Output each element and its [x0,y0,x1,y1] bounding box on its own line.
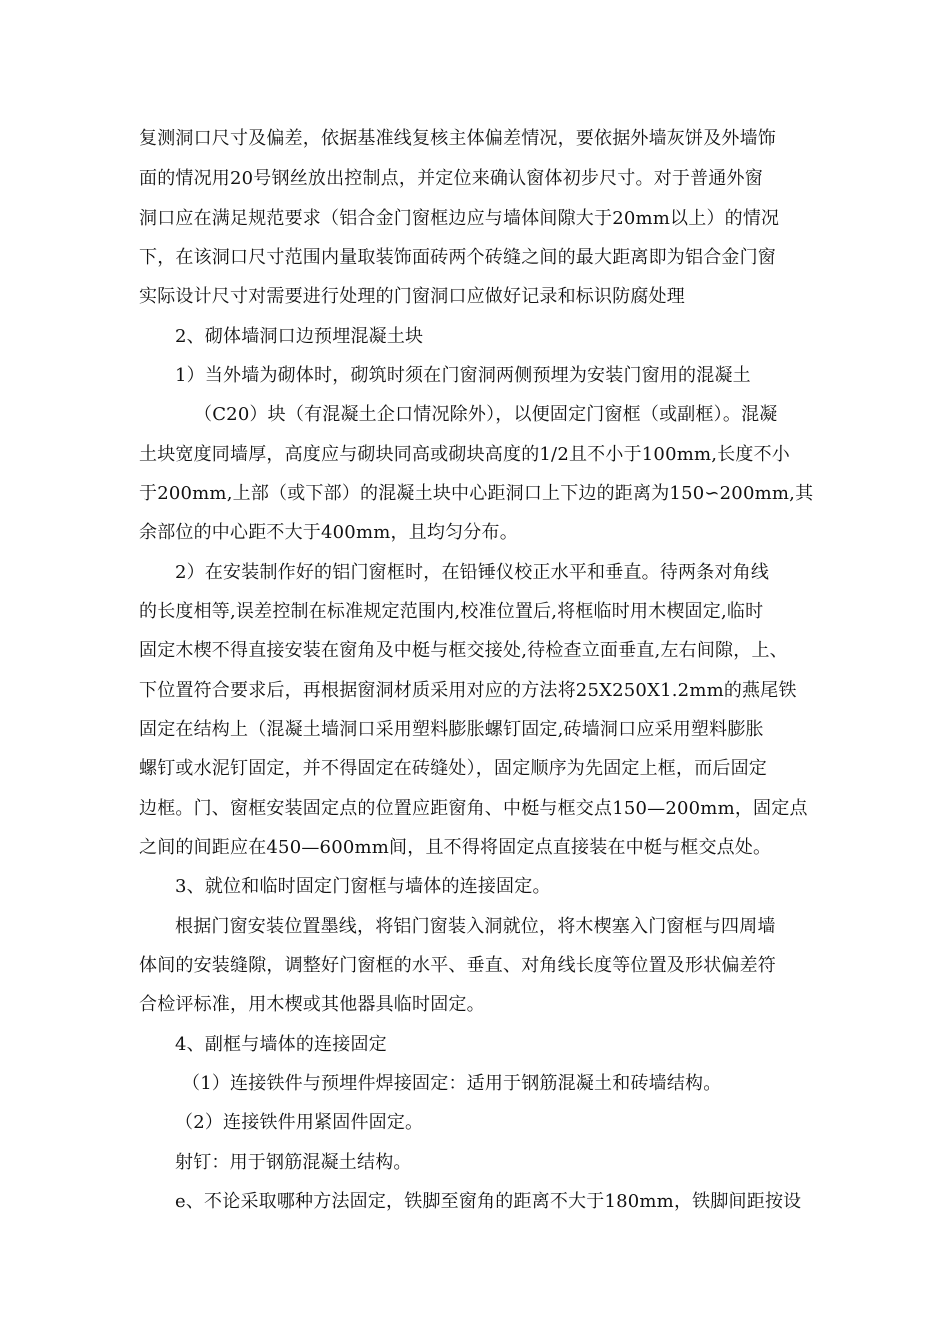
paragraph-line: 复测洞口尺寸及偏差，依据基准线复核主体偏差情况，要依据外墙灰饼及外墙饰 [139,128,776,149]
paragraph-line: 下位置符合要求后，再根据窗洞材质采用对应的方法将25X250X1.2mm的燕尾铁 [139,680,797,701]
paragraph-line: 根据门窗安装位置墨线，将铝门窗装入洞就位，将木楔塞入门窗框与四周墙 [175,916,776,937]
paragraph-line: 之间的间距应在450—600mm间，且不得将固定点直接装在中梃与框交点处。 [139,837,772,858]
paragraph-line: 螺钉或水泥钉固定，并不得固定在砖缝处），固定顺序为先固定上框，而后固定 [139,758,767,779]
paragraph-line: e、不论采取哪种方法固定，铁脚至窗角的距离不大于180mm，铁脚间距按设 [175,1191,802,1212]
paragraph-line: 实际设计尺寸对需要进行处理的门窗洞口应做好记录和标识防腐处理 [139,286,685,307]
paragraph-line: 2）在安装制作好的铝门窗框时，在铅锤仪校正水平和垂直。待两条对角线 [175,562,770,583]
section-heading: 3、就位和临时固定门窗框与墙体的连接固定。 [175,876,551,897]
paragraph-line: 余部位的中心距不大于400mm，且均匀分布。 [139,522,518,543]
list-item: （1）连接铁件与预埋件焊接固定：适用于钢筋混凝土和砖墙结构。 [182,1073,722,1094]
paragraph-line: 的长度相等,误差控制在标准规定范围内,校准位置后,将框临时用木楔固定,临时 [139,601,764,622]
section-heading: 4、副框与墙体的连接固定 [175,1034,387,1055]
paragraph-line: 1）当外墙为砌体时，砌筑时须在门窗洞两侧预埋为安装门窗用的混凝土 [175,365,751,386]
section-heading: 2、砌体墙洞口边预埋混凝土块 [175,326,424,347]
paragraph-line: 体间的安装缝隙，调整好门窗框的水平、垂直、对角线长度等位置及形状偏差符 [139,955,776,976]
list-item: （2）连接铁件用紧固件固定。 [175,1112,424,1133]
paragraph-line: 土块宽度同墙厚，高度应与砌块同高或砌块高度的1/2且不小于100mm,长度不小 [139,444,790,465]
paragraph-line: （C20）块（有混凝土企口情况除外），以便固定门窗框（或副框）。混凝 [194,404,778,425]
paragraph-line: 固定在结构上（混凝土墙洞口采用塑料膨胀螺钉固定,砖墙洞口应采用塑料膨胀 [139,719,764,740]
paragraph-line: 于200mm,上部（或下部）的混凝土块中心距洞口上下边的距离为150∽200mm,其 [139,483,814,504]
paragraph-line: 洞口应在满足规范要求（铝合金门窗框边应与墙体间隙大于20mm以上）的情况 [139,208,780,229]
paragraph-line: 边框。门、窗框安装固定点的位置应距窗角、中梃与框交点150—200mm，固定点 [139,798,808,819]
paragraph-line: 射钉：用于钢筋混凝土结构。 [175,1152,412,1173]
paragraph-line: 下，在该洞口尺寸范围内量取装饰面砖两个砖缝之间的最大距离即为铝合金门窗 [139,247,776,268]
paragraph-line: 合检评标准，用木楔或其他器具临时固定。 [139,994,485,1015]
paragraph-line: 面的情况用20号钢丝放出控制点，并定位来确认窗体初步尺寸。对于普通外窗 [139,168,763,189]
paragraph-line: 固定木楔不得直接安装在窗角及中梃与框交接处,待检查立面垂直,左右间隙，上、 [139,640,788,661]
